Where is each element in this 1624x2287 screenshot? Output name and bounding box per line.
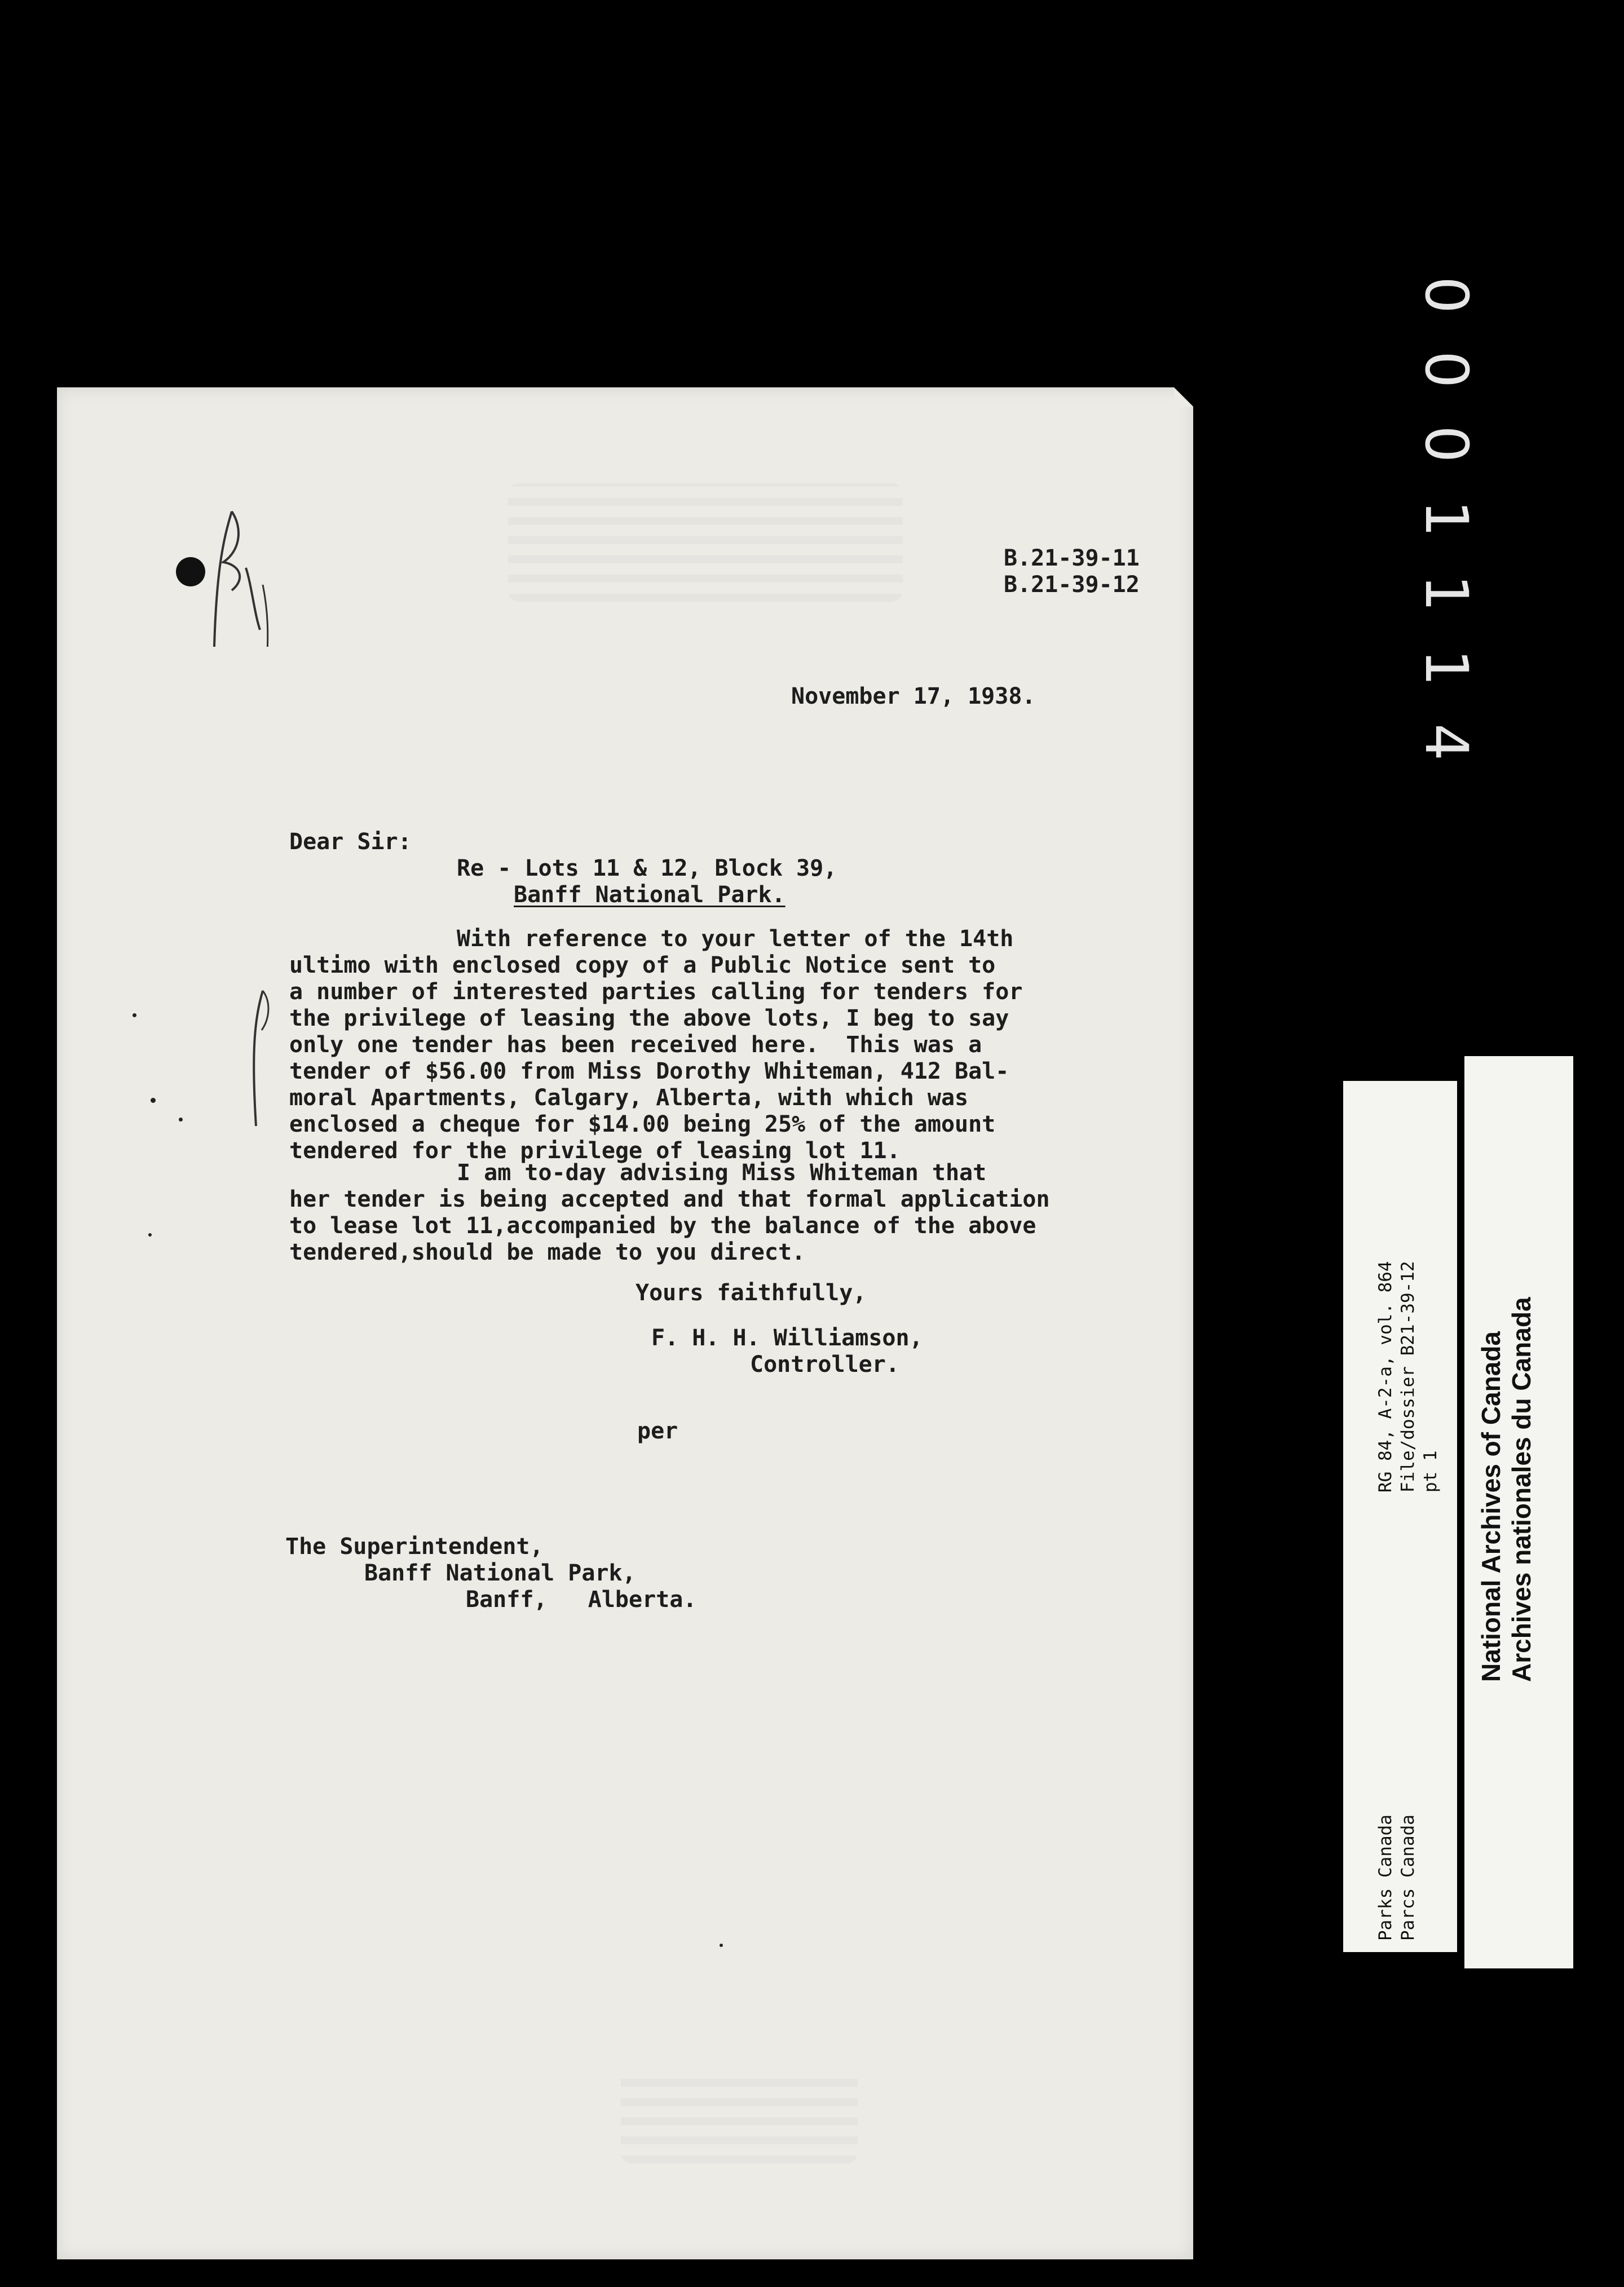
paragraph-1-line: With reference to your letter of the 14th [457,926,1014,952]
paragraph-2-line: her tender is being accepted and that formal application [289,1186,1050,1212]
letter-page [57,387,1193,2259]
salutation: Dear Sir: [289,829,412,855]
bleed-through-text [508,483,903,602]
paragraph-1-line: ultimo with enclosed copy of a Public Notice sent to [289,952,996,978]
closing: Yours faithfully, [636,1280,867,1306]
agency-line: Parcs Canada [1398,1814,1418,1941]
signatory-name: F. H. H. Williamson, [651,1325,923,1351]
recipient-address [285,1534,696,1613]
institution-line: Archives nationales du Canada [1507,1297,1536,1682]
agency-lines [1374,1814,1419,1941]
archive-reference-label [1343,1081,1457,1952]
institution-label [1464,1056,1573,1968]
page-corner-fold [1174,387,1193,407]
paragraph-2-line: I am to-day advising Miss Whiteman that [457,1160,987,1186]
bleed-through-text-lower [621,2068,858,2164]
archive-ref-line: RG 84, A-2-a, vol. 864 [1375,1261,1396,1493]
institution-line: National Archives of Canada [1476,1331,1506,1682]
archive-ref-line: pt 1 [1420,1450,1441,1493]
speck [151,1098,156,1103]
subject-line-2: Banff National Park. [514,882,785,908]
paragraph-1-line: a number of interested parties calling for tenders for [289,979,1023,1005]
speck [179,1118,183,1122]
speck [148,1233,152,1237]
margin-mark [240,985,285,1132]
paragraph-1-line: the privilege of leasing the above lots, I beg to say [289,1005,1009,1031]
paragraph-1-line: only one tender has been received here. This was a [289,1032,982,1058]
recipient-line: Banff National Park, [364,1560,636,1586]
paragraph-2-line: to lease lot 11,accompanied by the balance of the above [289,1213,1036,1239]
speck [720,1944,723,1947]
speck [133,1013,136,1017]
handwritten-initials [147,444,283,647]
archive-ref-lines [1374,1261,1442,1493]
body-paragraph-1 [289,926,1022,1164]
film-frame-number-text: 0001114 [1412,276,1481,798]
paragraph-2-line: tendered,should be made to you direct. [289,1239,806,1265]
per-line: per [637,1418,678,1444]
agency-line: Parks Canada [1375,1814,1396,1941]
letter-date: November 17, 1938. [791,683,1036,709]
film-frame-number [1412,276,1481,840]
institution-lines [1476,1297,1537,1682]
paragraph-1-line: tender of $56.00 from Miss Dorothy Whiteman, 412 Bal- [289,1058,1009,1084]
archive-ref-line: File/dossier B21-39-12 [1398,1261,1418,1493]
body-paragraph-2 [289,1160,1050,1266]
signatory-title: Controller. [750,1352,899,1378]
recipient-line: Banff, Alberta. [466,1587,697,1613]
paragraph-1-line: enclosed a cheque for $14.00 being 25% of the amount [289,1111,996,1137]
subject-line-1: Re - Lots 11 & 12, Block 39, [457,855,837,881]
recipient-line: The Superintendent, [285,1534,544,1560]
paragraph-1-line: moral Apartments, Calgary, Alberta, with which was [289,1085,969,1111]
paragraph-1-line: tendered for the privilege of leasing lot 11. [289,1138,901,1164]
file-ref-1: B.21-39-11 [1004,545,1140,571]
file-ref-2: B.21-39-12 [1004,572,1140,598]
